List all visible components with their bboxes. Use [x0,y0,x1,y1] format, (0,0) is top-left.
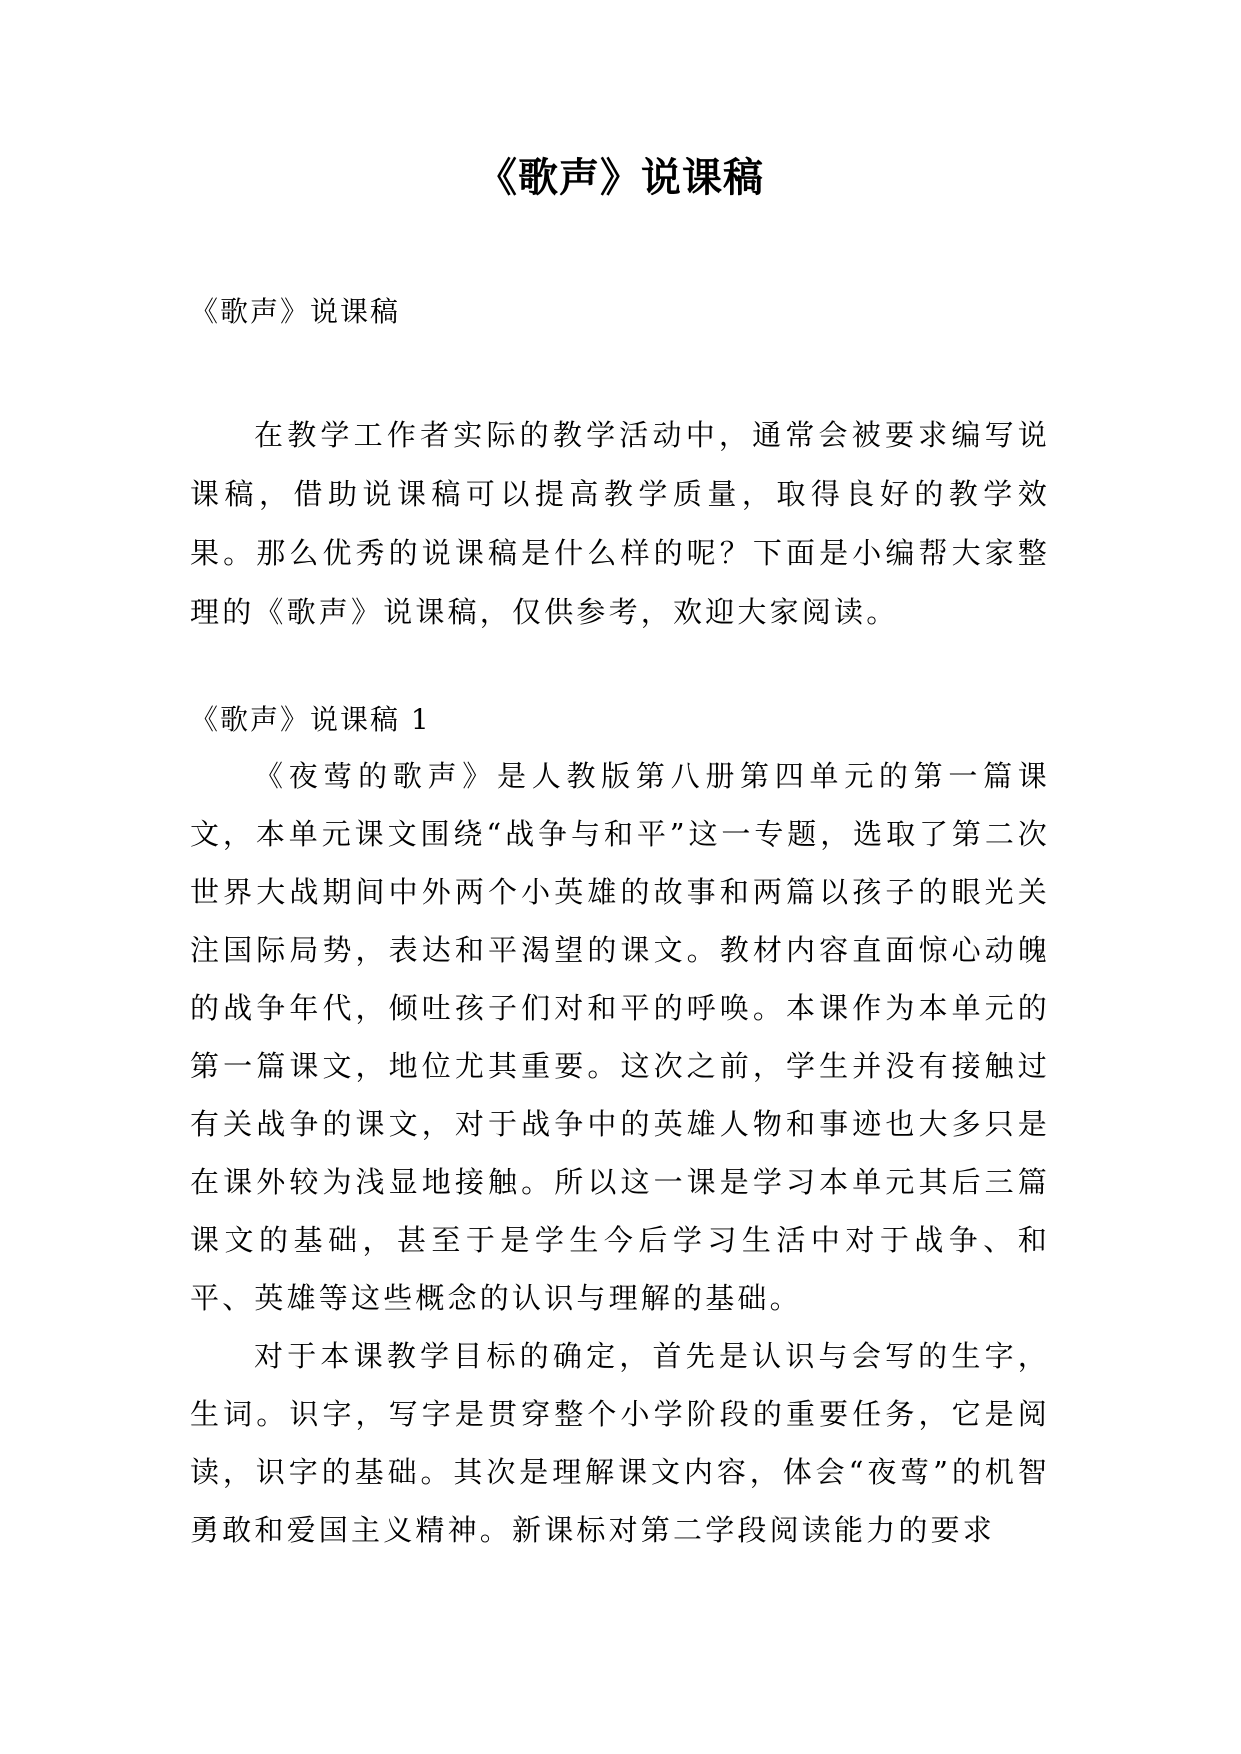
intro-paragraph: 在教学工作者实际的教学活动中，通常会被要求编写说课稿，借助说课稿可以提高教学质量，取得良好的教学效果。那么优秀的说课稿是什么样的呢？下面是小编帮大家整理的《歌声》说课稿，仅供参考，欢迎大家阅读。 [190,418,1050,629]
intro-section [190,406,1050,642]
section-heading: 《歌声》说课稿 1 [190,703,431,736]
document-subtitle: 《歌声》说课稿 [190,295,401,328]
body-paragraph: 对于本课教学目标的确定，首先是认识与会写的生字，生词。识字，写字是贯穿整个小学阶段的重要任务，它是阅读，识字的基础。其次是理解课文内容，体会“夜莺”的机智勇敢和爱国主义精神。新课标对第二学段阅读能力的要求 [190,1339,1050,1547]
section-body [190,747,1050,1559]
document-title: 《歌声》说课稿 [477,154,764,201]
body-paragraph: 《夜莺的歌声》是人教版第八册第四单元的第一篇课文，本单元课文围绕“战争与和平”这一专题，选取了第二次世界大战期间中外两个小英雄的故事和两篇以孩子的眼光关注国际局势，表达和平渴望的课文。教材内容直面惊心动魄的战争年代，倾吐孩子们对和平的呼唤。本课作为本单元的第一篇课文，地位尤其重要。这次之前，学生并没有接触过有关战争的课文，对于战争中的英雄人物和事迹也大多只是在课外较为浅显地接触。所以这一课是学习本单元其后三篇课文的基础，甚至于是学生今后学习生活中对于战争、和平、英雄等这些概念的认识与理解的基础。 [190,759,1050,1315]
